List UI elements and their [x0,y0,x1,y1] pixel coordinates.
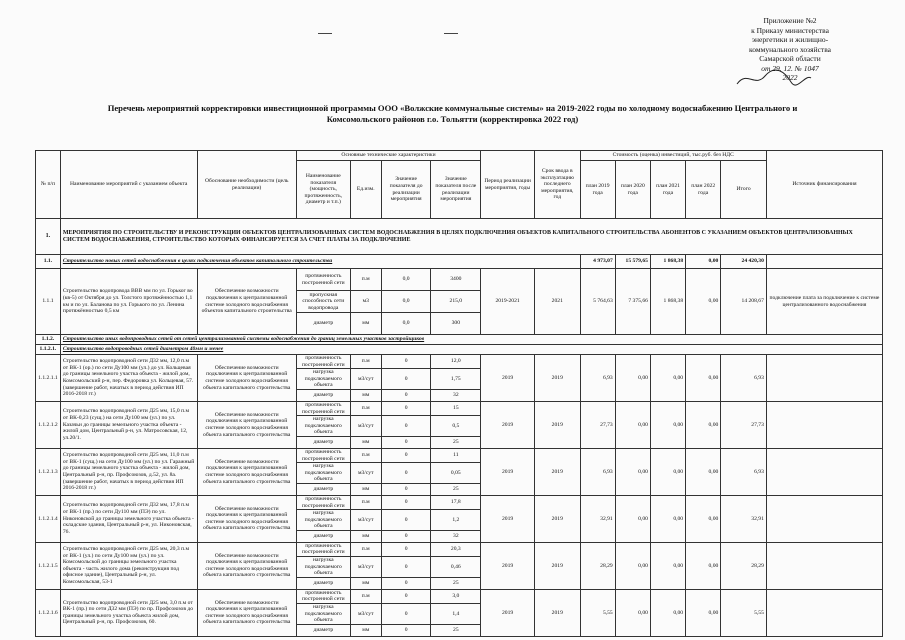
row-2019: 6,93 [580,448,615,495]
section-num: 1. [36,219,61,255]
row-num: 1.1.2.1.6 [36,589,61,636]
row-total: 28,29 [721,542,767,589]
char-before: 0,0 [381,291,431,313]
row-name: Строительство водопроводной сети Д25 мм, 20,3 п.м от ВК-1 (ул.) по сети Ду100 мм (ул.) по ул. Комсомольской до границы земельного участка объекта - часть жилого дома (реконструкция под офисное здание), Центральный р-н, ул. Комсомольская, 53-1 [60,542,197,589]
row-commission: 2019 [535,448,581,495]
char-unit: м3/сут [350,416,381,437]
sum-total: 24 420,30 [721,255,767,269]
char-before: 0,0 [381,313,431,335]
col-2020: план 2020 года [615,161,650,219]
table-row [36,355,883,369]
col-num: № п/п [36,151,61,219]
row-2021: 0,00 [650,589,685,636]
char-unit: мм [350,530,381,542]
row-2022: 0,00 [686,401,721,448]
document-title [60,103,845,125]
row-reason: Обеспечение возможности подключения к централизованной системе холодного водоснабжения объекта капитального строительства [197,542,296,589]
row-2022: 0,00 [686,542,721,589]
char-param: протяженность построенной сети [296,401,350,415]
row-2019: 32,91 [580,495,615,542]
col-after: Значение показателя после реализации мероприятия [431,161,481,219]
row-2020: 0,00 [615,448,650,495]
row-commission: 2021 [535,269,581,335]
char-before: 0 [381,436,431,448]
char-param: диаметр [296,624,350,636]
table-row [36,269,883,291]
header-dash-left [318,33,332,34]
char-before: 0 [381,463,431,484]
appendix-line: к Приказу министерства [751,25,829,35]
col-group-main: Основные технические характеристики [296,151,480,161]
section-text: МЕРОПРИЯТИЯ ПО СТРОИТЕЛЬСТВУ И РЕКОНСТРУКЦИИ ОБЪЕКТОВ ЦЕНТРАЛИЗОВАННЫХ СИСТЕМ ВОДОСНАБЖЕНИЯ В ЦЕЛЯХ ПОДКЛЮЧЕНИЯ ОБЪЕКТОВ КАПИТАЛЬНОГО СТРОИТЕЛЬСТВА АБОНЕНТОВ С УКАЗАНИЕМ ОБЪЕКТОВ ЦЕНТРАЛИЗОВАННЫХ СИСТЕМ ВОДОСНАБЖЕНИЯ, СТРОИТЕЛЬСТВО КОТОРЫХ ФИНАНСИРУЕТСЯ ЗА СЧЕТ ПЛАТЫ ЗА ПОДКЛЮЧЕНИЕ [60,219,882,255]
row-2019: 6,93 [580,355,615,402]
char-after: 25 [431,436,481,448]
row-2020: 7 375,66 [615,269,650,335]
char-before: 0 [381,542,431,556]
char-after: 215,0 [431,291,481,313]
header-dash-right [444,33,458,34]
row-reason: Обеспечение возможности подключения к централизованной системе холодного водоснабжения объекта капитального строительства [197,355,296,402]
row-name: Строительство водопроводной сети Д25 мм, 3,0 п.м от ВК-1 (пр.) по сети Д32 мм (ПЭ) по пр. Профсоюзов до границы земельного участка объекта жилой дом, Центральный р-н, пр. Профсоюзов, 60. [60,589,197,636]
char-before: 0 [381,389,431,401]
char-param: диаметр [296,530,350,542]
char-param: нагрузка подключаемого объекта [296,463,350,484]
row-total: 6,93 [721,448,767,495]
col-period: Период реализации мероприятия, годы [481,151,535,219]
sum-2021: 1 868,38 [650,255,685,269]
appendix-date: от 29. 12. № 1047 [761,63,819,73]
row-num: 1.1.2.1.1 [36,355,61,402]
char-unit: м3/сут [350,510,381,531]
table-row [36,495,883,509]
col-param: Наименование показателя (мощность, протяженность, диаметр и т.п.) [296,161,350,219]
col-before: Значение показателя до реализации мероприятия [381,161,431,219]
row-reason: Обеспечение возможности подключения к централизованной системе холодного водоснабжения объекта капитального строительства [197,448,296,495]
row-total: 27,73 [721,401,767,448]
char-param: протяженность построенной сети [296,495,350,509]
row-source [766,401,882,448]
row-total: 14 208,67 [721,269,767,335]
col-total: Итого [721,161,767,219]
row-2021: 0,00 [650,401,685,448]
col-unit: Ед.изм. [350,161,381,219]
row-period: 2019 [481,355,535,402]
row-commission: 2019 [535,495,581,542]
char-after: 32 [431,389,481,401]
char-unit: мм [350,389,381,401]
row-name: Строительство водопроводной сети Д32 мм, 17,8 п.м от ВК-1 (пр.) по сети Ду110 мм (ПЭ) по ул. Никоновской до границы земельного участка объекта - складские здания, Центральный р-н, ул. Никоновская, 76. [60,495,197,542]
row-reason: Обеспечение возможности подключения к централизованной системе холодного водоснабжения объекта капитального строительства [197,495,296,542]
col-2019: план 2019 года [580,161,615,219]
title-line: Комсомольского районов г.о. Тольятти (корректировка 2022 год) [326,114,579,124]
char-after: 25 [431,624,481,636]
char-after: 17,8 [431,495,481,509]
row-2020: 0,00 [615,589,650,636]
row-period: 2019 [481,495,535,542]
row-commission: 2019 [535,355,581,402]
char-param: нагрузка подключаемого объекта [296,369,350,390]
char-before: 0 [381,448,431,462]
col-group-cost: Стоимость (оценка) инвестиций, тыс.руб. без НДС [580,151,766,161]
row-2022: 0,00 [686,448,721,495]
char-unit: мм [350,577,381,589]
char-param: диаметр [296,483,350,495]
char-param: диаметр [296,436,350,448]
row-num: 1.1.2.1.4 [36,495,61,542]
col-2022: план 2022 года [686,161,721,219]
char-unit: мм [350,483,381,495]
char-after: 15 [431,401,481,415]
char-param: диаметр [296,389,350,401]
subsection-text: Строительство новых сетей водоснабжения в целях подключения объектов капитального строительства [60,255,580,269]
char-after: 3400 [431,269,481,291]
sum-source [766,255,882,269]
char-unit: м3/сут [350,369,381,390]
char-before: 0 [381,624,431,636]
subsection-num: 1.1. [36,255,61,269]
char-unit: п.м [350,355,381,369]
char-unit: п.м [350,542,381,556]
row-2021: 0,00 [650,448,685,495]
char-before: 0 [381,510,431,531]
row-total: 6,93 [721,355,767,402]
row-num: 1.1.1 [36,269,61,335]
measures-table [35,150,883,637]
row-num: 1.1.2.1.5 [36,542,61,589]
char-param: протяженность построенной сети [296,355,350,369]
row-2022: 0,00 [686,269,721,335]
char-unit: п.м [350,448,381,462]
char-after: 0,5 [431,416,481,437]
char-param: нагрузка подключаемого объекта [296,604,350,625]
char-unit: п.м [350,589,381,603]
row-2020: 0,00 [615,401,650,448]
char-unit: мм [350,624,381,636]
char-before: 0 [381,495,431,509]
row-total: 32,91 [721,495,767,542]
row-reason: Обеспечение возможности подключения к централизованной системе холодного водоснабжения объектов капитального строительства [197,269,296,335]
row-source: подключение плата за подключение к системе централизованного водоснабжения [766,269,882,335]
row-2022: 0,00 [686,495,721,542]
table-row [36,589,883,603]
col-2021: план 2021 года [650,161,685,219]
row-period: 2019 [481,448,535,495]
char-before: 0 [381,589,431,603]
col-reason: Обоснование необходимости (цель реализации) [197,151,296,219]
char-unit: п.м [350,495,381,509]
char-before: 0 [381,369,431,390]
col-name: Наименование мероприятий с указанием объекта [60,151,197,219]
char-param: пропускная способность сети водопровода [296,291,350,313]
appendix-line: Приложение №2 [763,16,817,25]
col-commission: Срок ввода в эксплуатацию последнего мероприятия, год [535,151,581,219]
char-param: диаметр [296,313,350,335]
char-param: протяженность построенной сети [296,589,350,603]
subsection-num: 1.1.2. [36,335,61,345]
sum-2022: 0,00 [686,255,721,269]
char-unit: п.м [350,269,381,291]
char-before: 0 [381,416,431,437]
char-before: 0 [381,577,431,589]
char-after: 1,75 [431,369,481,390]
char-after: 0,46 [431,557,481,578]
row-num: 1.1.2.1.2 [36,401,61,448]
char-unit: м3/сут [350,463,381,484]
char-unit: мм [350,436,381,448]
char-before: 0 [381,401,431,415]
row-2022: 0,00 [686,589,721,636]
row-2020: 0,00 [615,355,650,402]
char-param: диаметр [296,577,350,589]
char-after: 25 [431,483,481,495]
row-source [766,355,882,402]
sum-2019: 4 973,07 [580,255,615,269]
char-after: 11 [431,448,481,462]
row-name: Строительство водопроводной сети Д25 мм, 11,0 п.м от ВК-1 (сущ.) на сети Ду100 мм (ул.) по ул. Гаражный до границы земельного участка объекта - жилой дом, Центральный р-н, пр. Профсоюзов, д.52, ул. 8а. (завершение работ, начатых в период действия ИП 2016-2018 гг.) [60,448,197,495]
char-after: 3,0 [431,589,481,603]
appendix-year: 2022 [782,73,798,82]
char-unit: м3/сут [350,604,381,625]
row-2021: 0,00 [650,355,685,402]
subsection-row [36,345,883,355]
char-param: протяженность построенной сети [296,542,350,556]
row-2020: 0,00 [615,495,650,542]
char-param: протяженность построенной сети [296,269,350,291]
row-period: 2019 [481,542,535,589]
char-before: 0 [381,557,431,578]
row-2019: 27,73 [580,401,615,448]
row-2021: 0,00 [650,542,685,589]
subsection-row [36,255,883,269]
subsection-row [36,335,883,345]
char-after: 0,05 [431,463,481,484]
appendix-line: Самарской области [759,54,821,63]
subsection-text: Строительство иных водопроводных сетей от сетей централизованной системы водоснабжения до границ земельных участков застройщиков [60,335,882,345]
char-before: 0 [381,530,431,542]
row-name: Строительство водопроводной сети Д32 мм, 12,0 п.м от ВК-1 (ор.) по сети Ду100 мм (ул.) до ул. Кольцевая до границы земельного участка объекта - жилой дом, Комсомольский р-н, пер. Федоровка ул. Кольцевая, 57. (завершение работ, начатых в период действия ИП 2016-2018 гг.) [60,355,197,402]
row-2021: 1 868,38 [650,269,685,335]
char-unit: мм [350,313,381,335]
char-unit: м3/сут [350,557,381,578]
char-after: 300 [431,313,481,335]
row-total: 5,55 [721,589,767,636]
char-after: 1,4 [431,604,481,625]
section-row [36,219,883,255]
char-before: 0 [381,483,431,495]
subsection-text: Строительство водопроводных сетей диаметром 40мм и менее [60,345,882,355]
sum-2020: 15 579,65 [615,255,650,269]
row-2022: 0,00 [686,355,721,402]
row-period: 2019 [481,589,535,636]
row-2019: 5 764,63 [580,269,615,335]
row-source [766,495,882,542]
row-source [766,542,882,589]
row-name: Строительство водопровода ВВВ мм по ул. Горьког во (кв-5) от Октября до ул. Толстого протяжённостью 1,1 км и по ул. Баланова по ул. Горького по ул. Ленина протяжённостью 0,5 км [60,269,197,335]
row-2020: 0,00 [615,542,650,589]
appendix-block [715,16,865,83]
char-before: 0,0 [381,269,431,291]
char-unit: м3 [350,291,381,313]
row-period: 2019-2021 [481,269,535,335]
row-2019: 5,55 [580,589,615,636]
row-2019: 28,29 [580,542,615,589]
char-after: 32 [431,530,481,542]
char-after: 12,0 [431,355,481,369]
char-after: 1,2 [431,510,481,531]
char-before: 0 [381,604,431,625]
char-param: нагрузка подключаемого объекта [296,416,350,437]
char-param: нагрузка подключаемого объекта [296,557,350,578]
row-reason: Обеспечение возможности подключения к централизованной системе холодного водоснабжения объекта капитального строительства [197,589,296,636]
appendix-line: коммунального хозяйства [749,44,831,54]
char-after: 25 [431,577,481,589]
char-before: 0 [381,355,431,369]
table-row [36,401,883,415]
row-num: 1.1.2.1.3 [36,448,61,495]
row-reason: Обеспечение возможности подключения к централизованной системе холодного водоснабжения объекта капитального строительства [197,401,296,448]
char-after: 20,3 [431,542,481,556]
signature-icon [733,68,813,90]
row-period: 2019 [481,401,535,448]
row-commission: 2019 [535,542,581,589]
char-param: протяженность построенной сети [296,448,350,462]
row-name: Строительство водопроводной сети Д25 мм, 15,0 п.м от ВК-0,23 (сущ.) на сети Ду100 мм (ул.) по ул. Казачьи до границы земельного участка объекта - жилой дом, Центральный р-н, ул. Матросовская, 12, ул.20/1. [60,401,197,448]
row-source [766,448,882,495]
title-line: Перечень мероприятий корректировки инвестиционной программы ООО «Волжские коммунальные системы» на 2019-2022 годы по холодному водоснабжению Центрального и [107,103,798,113]
table-row [36,542,883,556]
char-unit: п.м [350,401,381,415]
table-row [36,448,883,462]
col-source: Источник финансирования [766,151,882,219]
row-commission: 2019 [535,401,581,448]
row-2021: 0,00 [650,495,685,542]
subsection-num: 1.1.2.1. [36,345,61,355]
char-param: нагрузка подключаемого объекта [296,510,350,531]
appendix-line: энергетики и жилищно- [751,35,829,44]
row-source [766,589,882,636]
row-commission: 2019 [535,589,581,636]
